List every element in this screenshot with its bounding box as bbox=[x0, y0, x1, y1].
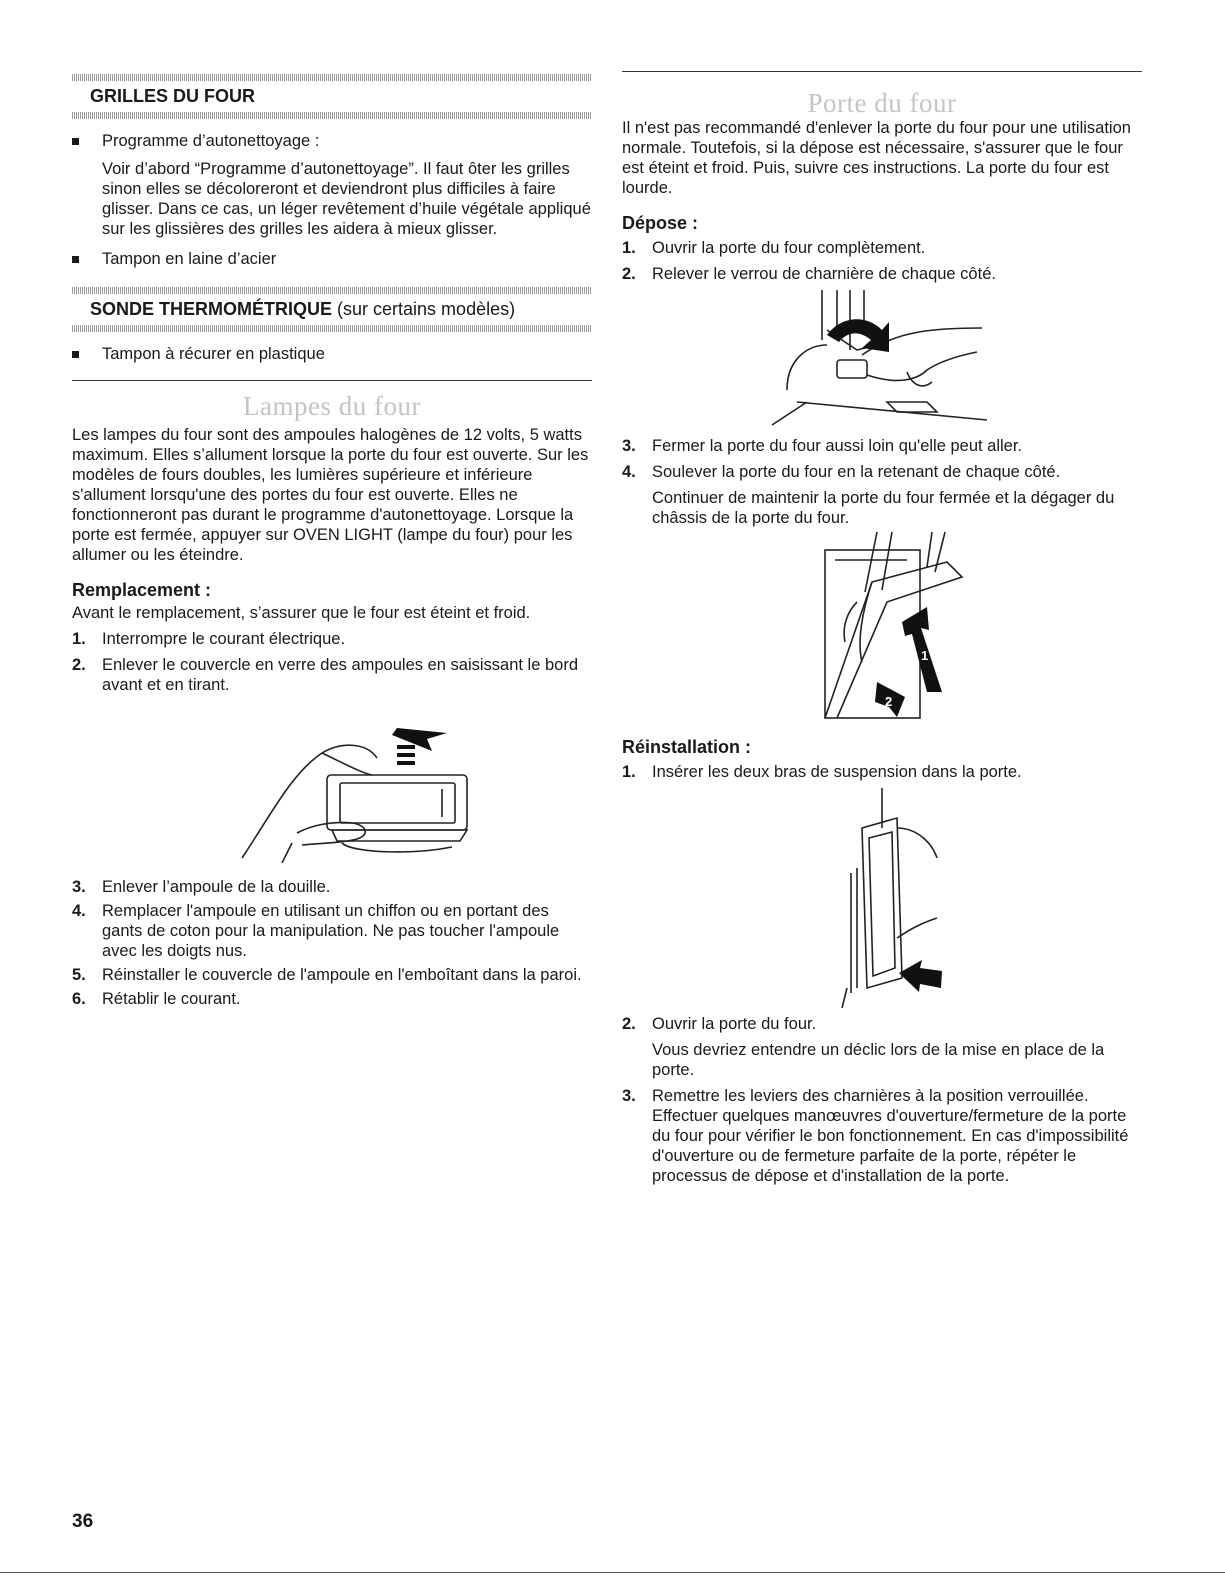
step-number: 4. bbox=[622, 463, 636, 481]
sonde-item-label: Tampon à récurer en plastique bbox=[102, 345, 325, 363]
grilles-item-laine bbox=[72, 249, 592, 269]
section-divider bbox=[72, 287, 592, 294]
remplacement-step bbox=[72, 877, 592, 897]
reinstallation-step bbox=[622, 762, 1142, 782]
reinstallation-heading: Réinstallation : bbox=[622, 737, 752, 757]
step-number: 3. bbox=[72, 878, 86, 896]
step-text: Fermer la porte du four aussi loin qu'elle peut aller. bbox=[652, 437, 1023, 455]
lampes-title: Lampes du four bbox=[243, 391, 421, 421]
step-number: 2. bbox=[622, 1015, 636, 1033]
remplacement-intro: Avant le remplacement, s’assurer que le four est éteint et froid. bbox=[72, 604, 531, 622]
grilles-heading: GRILLES DU FOUR bbox=[90, 86, 255, 106]
remplacement-heading: Remplacement : bbox=[72, 580, 212, 600]
step-text: Ouvrir la porte du four. bbox=[652, 1015, 817, 1033]
lamp-cover-illustration bbox=[192, 713, 592, 863]
step-text: Réinstaller le couvercle de l'ampoule en l'emboîtant dans la paroi. bbox=[102, 966, 582, 984]
step-number: 1. bbox=[622, 763, 636, 781]
bottom-rule bbox=[0, 1572, 1225, 1573]
porte-intro: Il n'est pas recommandé d'enlever la porte du four pour une utilisation normale. Toutefois, si la dépose est nécessaire, s'assurer que le four est éteint et froid. Puis, suivre ces instructions. La porte du four est lourde. bbox=[622, 119, 1131, 197]
step-text: Remettre les leviers des charnières à la position verrouillée. Effectuer quelques manœuvres d'ouverture/fermeture de la porte du four pour vérifier le bon fonctionnement. En cas d'impossibilité d'ouverture ou de fermeture parfaite de la porte, répéter le processus de dépose et d'installation de la porte. bbox=[652, 1087, 1129, 1185]
step-text: Enlever le couvercle en verre des ampoules en saisissant le bord avant et en tirant. bbox=[102, 656, 579, 694]
section-divider bbox=[72, 325, 592, 332]
grilles-item-label: Tampon en laine d’acier bbox=[102, 250, 277, 268]
grilles-item-label: Programme d’autonettoyage : bbox=[102, 132, 320, 150]
step-detail: Continuer de maintenir la porte du four fermée et la dégager du châssis de la porte du four. bbox=[652, 489, 1115, 527]
step-text: Relever le verrou de charnière de chaque côté. bbox=[652, 265, 996, 283]
porte-title: Porte du four bbox=[807, 88, 957, 118]
sonde-heading bbox=[72, 298, 592, 320]
section-divider bbox=[72, 74, 592, 81]
remplacement-step bbox=[72, 989, 592, 1009]
hinge-lock-illustration bbox=[767, 290, 1142, 430]
step-number: 3. bbox=[622, 437, 636, 455]
remplacement-step bbox=[72, 965, 592, 985]
step-text: Insérer les deux bras de suspension dans la porte. bbox=[652, 763, 1022, 781]
step-number: 4. bbox=[72, 902, 86, 920]
step-number: 1. bbox=[72, 630, 86, 648]
step-text: Ouvrir la porte du four complètement. bbox=[652, 239, 926, 257]
depose-step bbox=[622, 264, 1142, 284]
step-text: Interrompre le courant électrique. bbox=[102, 630, 346, 648]
depose-step bbox=[622, 462, 1142, 528]
door-lift-illustration bbox=[817, 532, 1142, 722]
step-text: Rétablir le courant. bbox=[102, 990, 241, 1008]
step-number: 2. bbox=[72, 656, 86, 674]
reinstallation-step bbox=[622, 1086, 1142, 1186]
door-reinstall-illustration bbox=[837, 788, 1142, 1008]
grilles-item-autonettoyage bbox=[72, 131, 592, 239]
step-text: Enlever l’ampoule de la douille. bbox=[102, 878, 331, 896]
step-number: 1. bbox=[622, 239, 636, 257]
remplacement-step bbox=[72, 901, 592, 961]
page-number: 36 bbox=[72, 1511, 94, 1532]
sonde-item-tampon bbox=[72, 344, 592, 364]
lampes-intro: Les lampes du four sont des ampoules halogènes de 12 volts, 5 watts maximum. Elles s’allument lorsque la porte du four est ouverte. Sur les modèles de fours doubles, les lumières supérieure et inférieure s'allument lorsqu'une des portes du four est ouverte. Elles ne fonctionneront pas durant le programme d'autonettoyage. Lorsque la porte est fermée, appuyer sur OVEN LIGHT (lampe du four) pour les allumer ou les éteindre. bbox=[72, 426, 589, 564]
step-detail: Vous devriez entendre un déclic lors de la mise en place de la porte. bbox=[652, 1041, 1105, 1079]
grilles-item-detail: Voir d’abord “Programme d’autonettoyage”. Il faut ôter les grilles sinon elles se décoloreront et deviendront plus difficiles à faire glisser. Dans ce cas, un léger revêtement d’huile végétale appliqué sur les glissières des grilles les aidera à mieux glisser. bbox=[102, 160, 591, 238]
section-divider bbox=[72, 112, 592, 119]
left-column bbox=[72, 0, 592, 1009]
depose-step bbox=[622, 238, 1142, 258]
arrow-label-2: 2 bbox=[885, 694, 893, 709]
remplacement-step bbox=[72, 629, 592, 649]
sonde-heading-note: (sur certains modèles) bbox=[337, 299, 516, 319]
sonde-heading-bold: SONDE THERMOMÉTRIQUE bbox=[90, 299, 333, 319]
step-number: 2. bbox=[622, 265, 636, 283]
right-column bbox=[622, 0, 1142, 1186]
step-number: 5. bbox=[72, 966, 86, 984]
depose-step bbox=[622, 436, 1142, 456]
step-text: Soulever la porte du four en la retenant de chaque côté. bbox=[652, 463, 1061, 481]
arrow-label-1: 1 bbox=[921, 648, 929, 663]
remplacement-step bbox=[72, 655, 592, 695]
depose-heading: Dépose : bbox=[622, 213, 699, 233]
step-text: Remplacer l'ampoule en utilisant un chiffon ou en portant des gants de coton pour la manipulation. Ne pas toucher l'ampoule avec les doigts nus. bbox=[102, 902, 560, 960]
reinstallation-step bbox=[622, 1014, 1142, 1080]
step-number: 6. bbox=[72, 990, 86, 1008]
step-number: 3. bbox=[622, 1087, 636, 1105]
